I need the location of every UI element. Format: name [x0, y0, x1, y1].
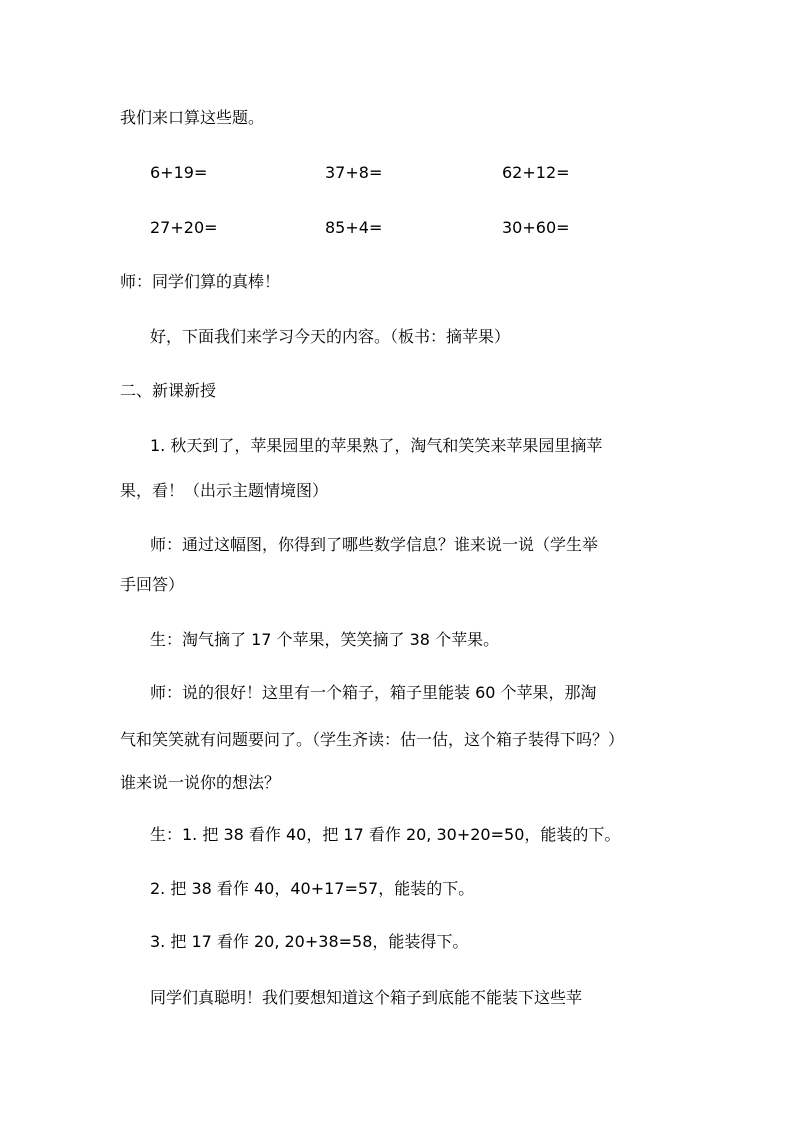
teacher-question-line1: 师：通过这幅图，你得到了哪些数学信息？谁来说一说（学生举: [150, 535, 599, 554]
teacher-question-line2: 手回答）: [120, 575, 185, 594]
closing-line: 同学们真聪明！我们要想知道这个箱子到底能不能装下这些苹: [150, 988, 583, 1007]
method-3: 3. 把 17 看作 20, 20+38=58，能装得下。: [150, 932, 469, 951]
teacher-box-line1: 师：说的很好！这里有一个箱子，箱子里能装 60 个苹果，那淘: [150, 683, 597, 702]
teacher-box-line3: 谁来说一说你的想法？: [120, 773, 281, 792]
oral-problem-5: 85+4=: [325, 218, 383, 237]
oral-problem-3: 62+12=: [502, 163, 570, 182]
oral-problem-6: 30+60=: [502, 218, 570, 237]
oral-problem-1: 6+19=: [150, 163, 208, 182]
transition-text: 好，下面我们来学习今天的内容。（板书：摘苹果）: [150, 327, 511, 346]
method-2: 2. 把 38 看作 40，40+17=57，能装的下。: [150, 879, 475, 898]
teacher-praise: 师：同学们算的真棒！: [120, 272, 281, 291]
oral-problem-2: 37+8=: [325, 163, 383, 182]
student-answer: 生：淘气摘了 17 个苹果，笑笑摘了 38 个苹果。: [150, 630, 500, 649]
method-1: 生：1. 把 38 看作 40，把 17 看作 20, 30+20=50，能装的下。: [150, 825, 621, 844]
section-title: 二、新课新授: [120, 381, 217, 400]
item1-line2: 果，看！（出示主题情境图）: [120, 481, 329, 500]
teacher-box-line2: 气和笑笑就有问题要问了。（学生齐读：估一估，这个箱子装得下吗？）: [120, 730, 625, 749]
item1-line1: 1. 秋天到了，苹果园里的苹果熟了，淘气和笑笑来苹果园里摘苹: [150, 436, 603, 455]
oral-problem-4: 27+20=: [150, 218, 218, 237]
intro-text: 我们来口算这些题。: [120, 108, 265, 127]
